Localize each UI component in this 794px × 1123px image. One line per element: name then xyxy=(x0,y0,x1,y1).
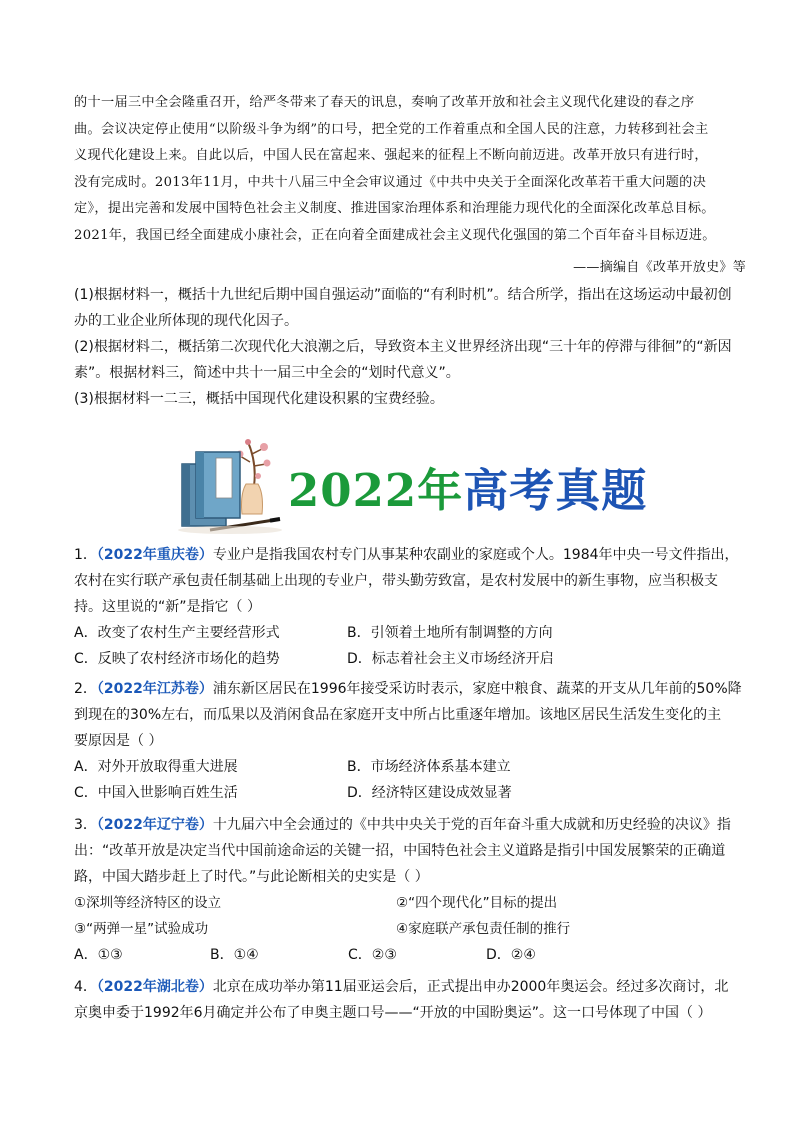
option-d[interactable]: D．标志着社会主义市场经济开启 xyxy=(347,651,554,667)
material-line: 2021年，我国已经全面建成小康社会，正在向着全面建成社会主义现代化强国的第二个百年奋斗目标迈进。 xyxy=(74,227,716,243)
question-text: 持。这里说的“新”是指它（ ） xyxy=(74,599,261,615)
option-a[interactable]: A．改变了农村生产主要经营形式 xyxy=(74,625,280,641)
option-c[interactable]: C．中国入世影响百姓生活 xyxy=(74,785,238,801)
question-text: 专业户是指我国农村专门从事某种农副业的家庭或个人。1984年中央一号文件指出， xyxy=(212,547,739,563)
question-source: （2022年江苏卷） xyxy=(96,681,213,697)
option-b[interactable]: B．引领着土地所有制调整的方向 xyxy=(347,625,553,641)
statement-items xyxy=(74,890,744,942)
question-source: （2022年重庆卷） xyxy=(96,547,213,563)
option-a[interactable]: A．对外开放取得重大进展 xyxy=(74,759,238,775)
question-source: （2022年湖北卷） xyxy=(96,979,213,995)
question-text: 京奥申委于1992年6月确定并公布了申奥主题口号——“开放的中国盼奥运”。这一口号体现了中国（ ） xyxy=(74,1005,712,1021)
prompt-line: (1)根据材料一，概括十九世纪后期中国自强运动”面临的“有利时机”。结合所学，指出在这场运动中最初创 xyxy=(74,287,732,303)
question-text: 农村在实行联产承包责任制基础上出现的专业户，带头勤劳致富，是农村发展中的新生事物，应当积极支 xyxy=(74,573,718,589)
material-line: 的十一届三中全会隆重召开，给严冬带来了春天的讯息，奏响了改革开放和社会主义现代化建设的春之序 xyxy=(74,95,695,110)
question-text: 出：“改革开放是决定当代中国前途命运的关键一招，中国特色社会主义道路是指引中国发展繁荣的正确道 xyxy=(74,843,726,859)
question-3 xyxy=(74,812,744,968)
question-stem xyxy=(74,812,744,838)
option-d[interactable]: D．②④ xyxy=(486,947,536,963)
question-number: 3． xyxy=(74,817,97,833)
prompt-line: (3)根据材料一二三，概括中国现代化建设积累的宝费经验。 xyxy=(74,391,444,407)
question-stem xyxy=(74,542,744,568)
material-source: ——摘编自《改革开放史》等 xyxy=(573,260,746,275)
question-source: （2022年辽宁卷） xyxy=(96,817,213,833)
question-text: 浦东新区居民在1996年接受采访时表示，家庭中粮食、蔬菜的开支从几年前的50%降 xyxy=(212,681,742,697)
option-c[interactable]: C．②③ xyxy=(348,947,397,963)
statement-item: ②“四个现代化”目标的提出 xyxy=(396,895,558,911)
prompt-line: 素”。根据材料三，简述中共十一届三中全会的“划时代意义”。 xyxy=(74,365,460,381)
question-text: 路，中国大踏步赶上了时代。”与此论断相关的史实是（ ） xyxy=(74,869,429,885)
question-prompts xyxy=(74,282,734,412)
question-4 xyxy=(74,974,744,1026)
options xyxy=(74,942,744,968)
books-illustration-icon xyxy=(170,434,290,534)
option-b[interactable]: B．①④ xyxy=(210,947,259,963)
options xyxy=(74,620,744,672)
banner-year: 2022年 xyxy=(288,464,464,517)
material-line: 定》，提出完善和发展中国特色社会主义制度、推进国家治理体系和治理能力现代化的全面深化改革总目标。 xyxy=(74,201,715,216)
question-number: 4． xyxy=(74,979,97,995)
question-text: 到现在的30%左右，而瓜果以及消闲食品在家庭开支中所占比重逐年增加。该地区居民生活发生变化的主 xyxy=(74,707,722,723)
question-text: 要原因是（ ） xyxy=(74,733,163,749)
question-text: 十九届六中全会通过的《中共中央关于党的百年奋斗重大成就和历史经验的决议》指 xyxy=(212,817,731,833)
prompt-line: (2)根据材料二，概括第二次现代化大浪潮之后，导致资本主义世界经济出现“三十年的停滞与徘徊”的“新因 xyxy=(74,339,732,355)
question-1 xyxy=(74,542,744,672)
option-a[interactable]: A．①③ xyxy=(74,947,123,963)
question-number: 2． xyxy=(74,681,97,697)
banner-title xyxy=(288,454,647,519)
banner-heading: 高考真题 xyxy=(463,464,648,517)
material-line: 没有完成时。2013年11月，中共十八届三中全会审议通过《中共中央关于全面深化改革若干重大问题的决 xyxy=(74,174,707,190)
section-banner xyxy=(170,434,648,534)
option-c[interactable]: C．反映了农村经济市场化的趋势 xyxy=(74,651,280,667)
statement-item: ④家庭联产承包责任制的推行 xyxy=(396,921,571,937)
question-text: 北京在成功举办第11届亚运会后，正式提出申办2000年奥运会。经过多次商讨，北 xyxy=(212,979,729,995)
option-d[interactable]: D．经济特区建设成效显著 xyxy=(347,785,512,801)
material-passage xyxy=(74,90,746,249)
statement-item: ①深圳等经济特区的设立 xyxy=(74,895,222,911)
question-stem xyxy=(74,676,744,702)
statement-item: ③“两弹一星”试验成功 xyxy=(74,921,209,937)
question-2 xyxy=(74,676,744,806)
question-number: 1． xyxy=(74,547,97,563)
options xyxy=(74,754,744,806)
material-line: 义现代化建设上来。自此以后，中国人民在富起来、强起来的征程上不断向前迈进。改革开放只有进行时， xyxy=(74,148,708,163)
question-stem xyxy=(74,974,744,1000)
material-line: 曲。会议决定停止使用“以阶级斗争为纲”的口号，把全党的工作着重点和全国人民的注意，力转移到社会主 xyxy=(74,121,709,137)
prompt-line: 办的工业企业所体现的现代化因子。 xyxy=(74,313,298,329)
option-b[interactable]: B．市场经济体系基本建立 xyxy=(347,759,511,775)
